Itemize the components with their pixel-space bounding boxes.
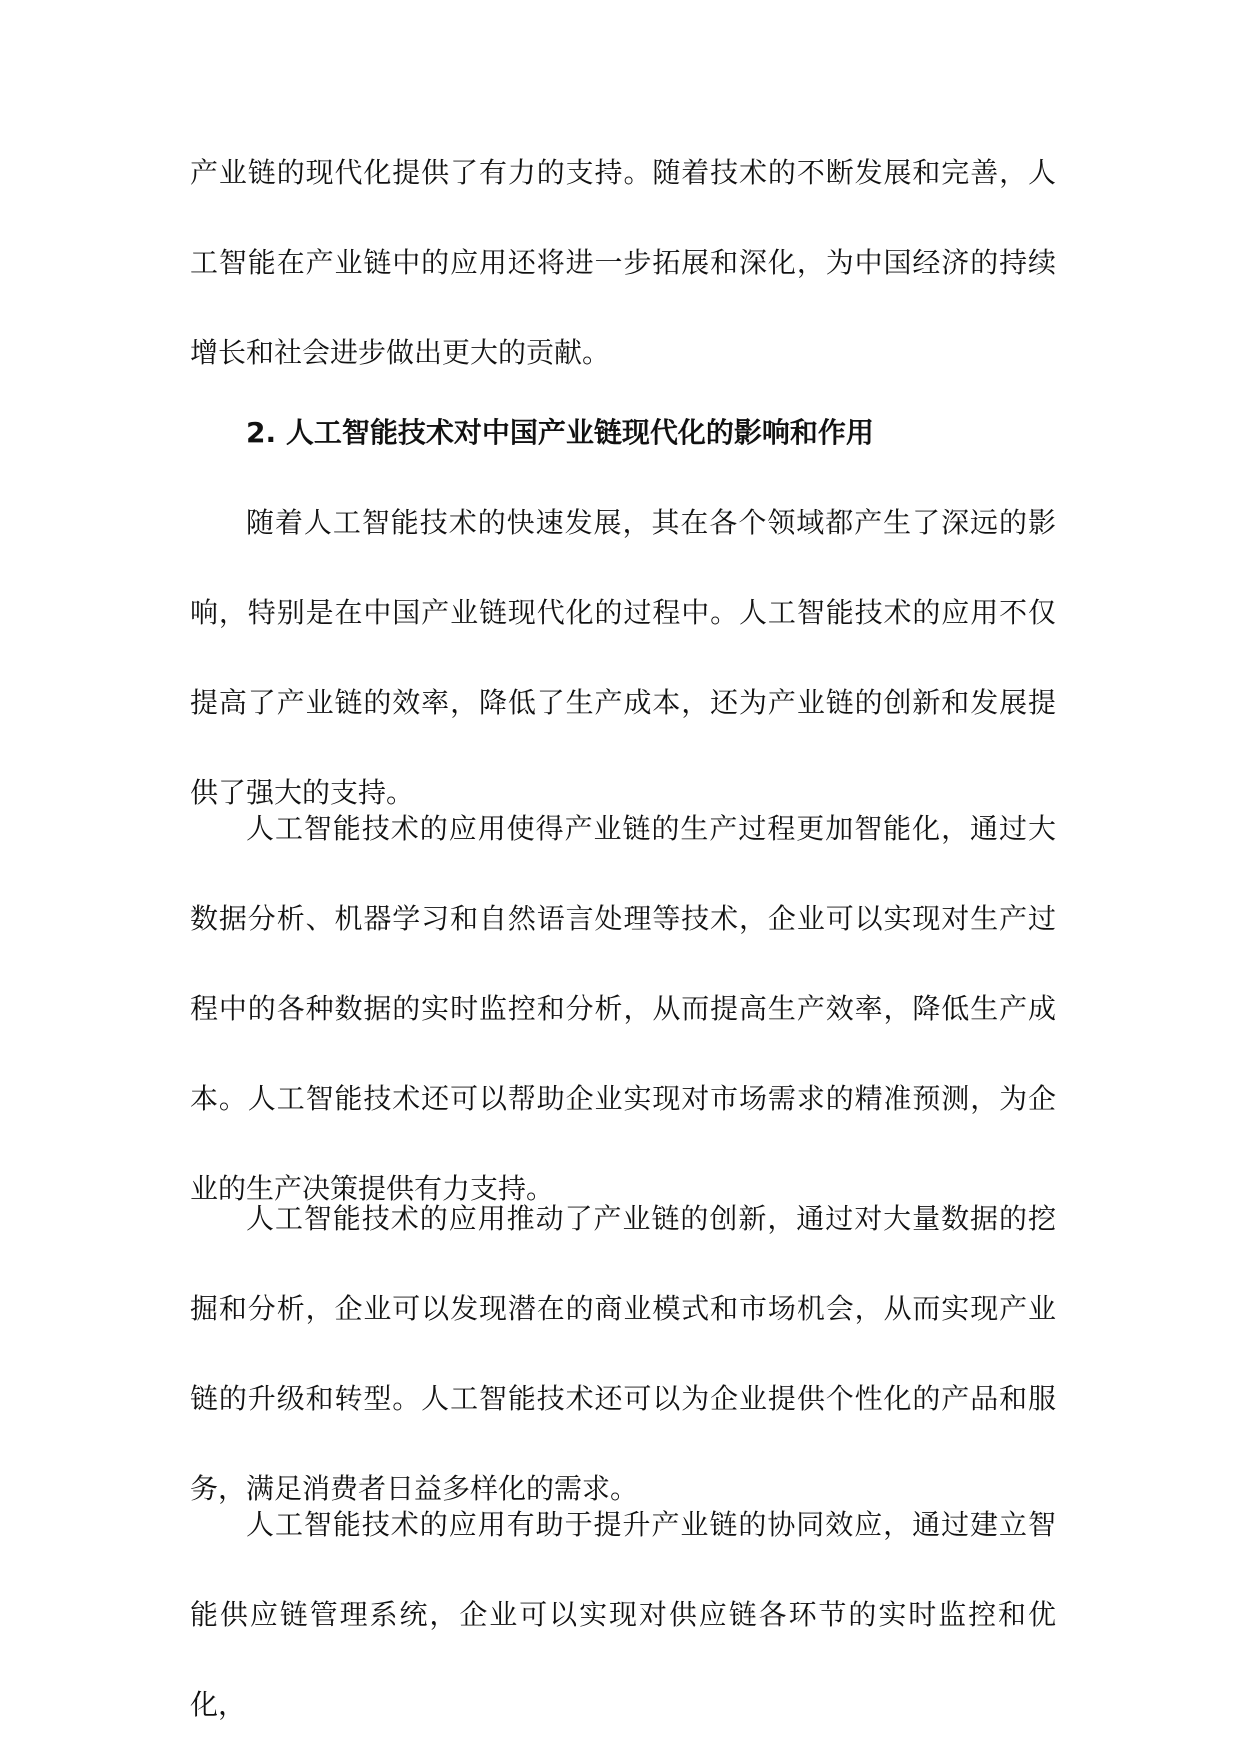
paragraph-3: 人工智能技术的应用推动了产业链的创新，通过对大量数据的挖掘和分析，企业可以发现潜在的商业模式和市场机会，从而实现产业链的升级和转型。人工智能技术还可以为企业提供个性化的产品和服务，满足消费者日益多样化的需求。	[190, 1202, 1056, 1505]
section-heading: 2. 人工智能技术对中国产业链现代化的影响和作用	[246, 416, 874, 449]
paragraph-2: 人工智能技术的应用使得产业链的生产过程更加智能化，通过大数据分析、机器学习和自然语言处理等技术，企业可以实现对生产过程中的各种数据的实时监控和分析，从而提高生产效率，降低生产成本。人工智能技术还可以帮助企业实现对市场需求的精准预测，为企业的生产决策提供有力支持。	[190, 812, 1056, 1205]
paragraph-1: 随着人工智能技术的快速发展，其在各个领域都产生了深远的影响，特别是在中国产业链现代化的过程中。人工智能技术的应用不仅提高了产业链的效率，降低了生产成本，还为产业链的创新和发展提供了强大的支持。	[190, 506, 1056, 809]
paragraph-continuation: 产业链的现代化提供了有力的支持。随着技术的不断发展和完善，人工智能在产业链中的应用还将进一步拓展和深化，为中国经济的持续增长和社会进步做出更大的贡献。	[190, 156, 1056, 369]
paragraph-4: 人工智能技术的应用有助于提升产业链的协同效应，通过建立智能供应链管理系统，企业可以实现对供应链各环节的实时监控和优化，	[190, 1508, 1056, 1721]
